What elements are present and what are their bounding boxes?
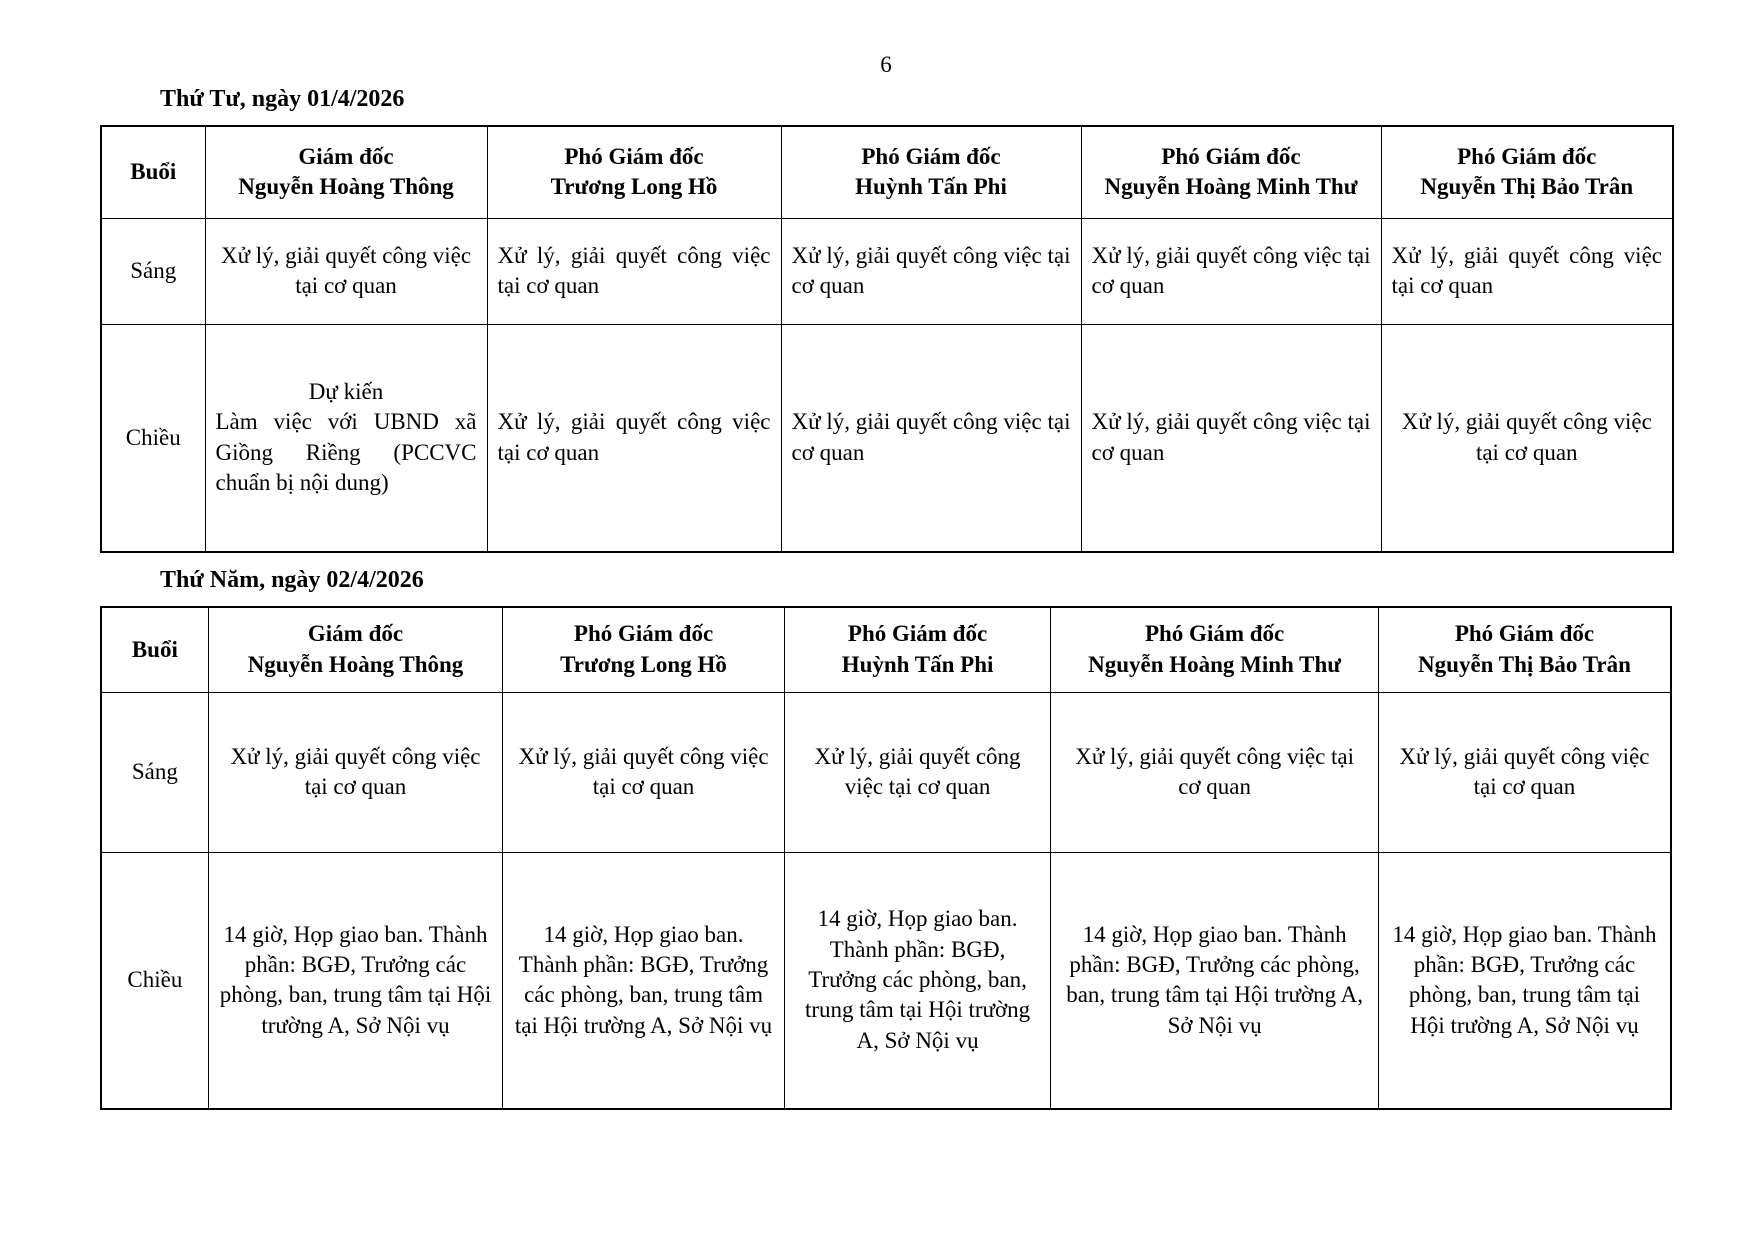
deputy-header-cell: [784, 607, 1051, 692]
schedule-cell: 14 giờ, Họp giao ban. Thành phần: BGĐ, Trưởng các phòng, ban, trung tâm tại Hội trường A, Sở Nội vụ: [208, 852, 503, 1109]
day-heading-thursday: Thứ Năm, ngày 02/4/2026: [160, 567, 424, 593]
afternoon-row: [101, 324, 1673, 552]
director-header-cell: [205, 126, 487, 218]
schedule-cell: [205, 324, 487, 552]
document-page: [100, 0, 1672, 1110]
deputy-header-cell: [1051, 607, 1379, 692]
schedule-cell: Xử lý, giải quyết công việc tại cơ quan: [1378, 692, 1671, 852]
buoi-header-cell: Buổi: [101, 126, 205, 218]
header-name: Nguyễn Hoàng Minh Thư: [1104, 174, 1358, 200]
schedule-table-thursday: [100, 606, 1672, 1110]
header-role: Phó Giám đốc: [1161, 143, 1301, 169]
cell-body-text: Làm việc với UBND xã Giồng Riềng (PCCVC chuẩn bị nội dung): [215, 409, 477, 496]
buoi-header-cell: Buổi: [101, 607, 208, 692]
day-heading-wednesday: Thứ Tư, ngày 01/4/2026: [160, 86, 405, 112]
schedule-cell: 14 giờ, Họp giao ban. Thành phần: BGĐ, Trưởng các phòng, ban, trung tâm tại Hội trường A, Sở Nội vụ: [503, 852, 785, 1109]
deputy-header-cell: [487, 126, 781, 218]
header-role: Phó Giám đốc: [564, 143, 704, 169]
table-header-row: [101, 607, 1671, 692]
schedule-cell: 14 giờ, Họp giao ban. Thành phần: BGĐ, Trưởng các phòng, ban, trung tâm tại Hội trường A, Sở Nội vụ: [784, 852, 1051, 1109]
header-role: Giám đốc: [307, 621, 404, 647]
header-name: Trương Long Hồ: [560, 651, 727, 677]
schedule-cell: 14 giờ, Họp giao ban. Thành phần: BGĐ, Trưởng các phòng, ban, trung tâm tại Hội trường A, Sở Nội vụ: [1378, 852, 1671, 1109]
table-header-row: [101, 126, 1673, 218]
header-role: Giám đốc: [298, 143, 394, 169]
header-role: Phó Giám đốc: [847, 621, 988, 647]
morning-row: [101, 218, 1673, 324]
schedule-cell: Xử lý, giải quyết công việc tại cơ quan: [1081, 218, 1381, 324]
schedule-cell: Xử lý, giải quyết công việc tại cơ quan: [784, 692, 1051, 852]
schedule-cell: Xử lý, giải quyết công việc tại cơ quan: [781, 218, 1081, 324]
header-name: Huỳnh Tấn Phi: [855, 174, 1007, 200]
deputy-header-cell: [781, 126, 1081, 218]
deputy-header-cell: [1081, 126, 1381, 218]
schedule-cell: Xử lý, giải quyết công việc tại cơ quan: [208, 692, 503, 852]
afternoon-row: [101, 852, 1671, 1109]
header-role: Phó Giám đốc: [1454, 621, 1595, 647]
row-label-morning: Sáng: [101, 692, 208, 852]
schedule-cell: Xử lý, giải quyết công việc tại cơ quan: [1381, 324, 1673, 552]
header-name: Nguyễn Thị Bảo Trân: [1420, 174, 1634, 200]
schedule-cell: Xử lý, giải quyết công việc tại cơ quan: [503, 692, 785, 852]
schedule-cell: 14 giờ, Họp giao ban. Thành phần: BGĐ, Trưởng các phòng, ban, trung tâm tại Hội trường A, Sở Nội vụ: [1051, 852, 1379, 1109]
header-name: Nguyễn Hoàng Thông: [238, 174, 454, 200]
schedule-cell: Xử lý, giải quyết công việc tại cơ quan: [1081, 324, 1381, 552]
schedule-cell: Xử lý, giải quyết công việc tại cơ quan: [487, 218, 781, 324]
schedule-cell: Xử lý, giải quyết công việc tại cơ quan: [781, 324, 1081, 552]
deputy-header-cell: [1381, 126, 1673, 218]
schedule-cell: Xử lý, giải quyết công việc tại cơ quan: [1051, 692, 1379, 852]
schedule-cell: Xử lý, giải quyết công việc tại cơ quan: [1381, 218, 1673, 324]
director-header-cell: [208, 607, 503, 692]
header-role: Phó Giám đốc: [1457, 143, 1597, 169]
row-label-afternoon: Chiều: [101, 852, 208, 1109]
header-name: Nguyễn Hoàng Minh Thư: [1088, 651, 1342, 677]
header-name: Nguyễn Hoàng Thông: [247, 651, 464, 677]
header-name: Trương Long Hồ: [550, 174, 718, 200]
deputy-header-cell: [503, 607, 785, 692]
schedule-cell: Xử lý, giải quyết công việc tại cơ quan: [487, 324, 781, 552]
header-role: Phó Giám đốc: [573, 621, 714, 647]
page-number: 6: [880, 52, 892, 77]
header-role: Phó Giám đốc: [1144, 621, 1285, 647]
row-label-afternoon: Chiều: [101, 324, 205, 552]
deputy-header-cell: [1378, 607, 1671, 692]
morning-row: [101, 692, 1671, 852]
header-name: Huỳnh Tấn Phi: [841, 651, 994, 677]
header-name: Nguyễn Thị Bảo Trân: [1418, 651, 1631, 677]
header-role: Phó Giám đốc: [861, 143, 1001, 169]
schedule-cell: Xử lý, giải quyết công việc tại cơ quan: [205, 218, 487, 324]
schedule-table-wednesday: [100, 125, 1674, 553]
row-label-morning: Sáng: [101, 218, 205, 324]
cell-intro-line: Dự kiến: [308, 379, 384, 405]
